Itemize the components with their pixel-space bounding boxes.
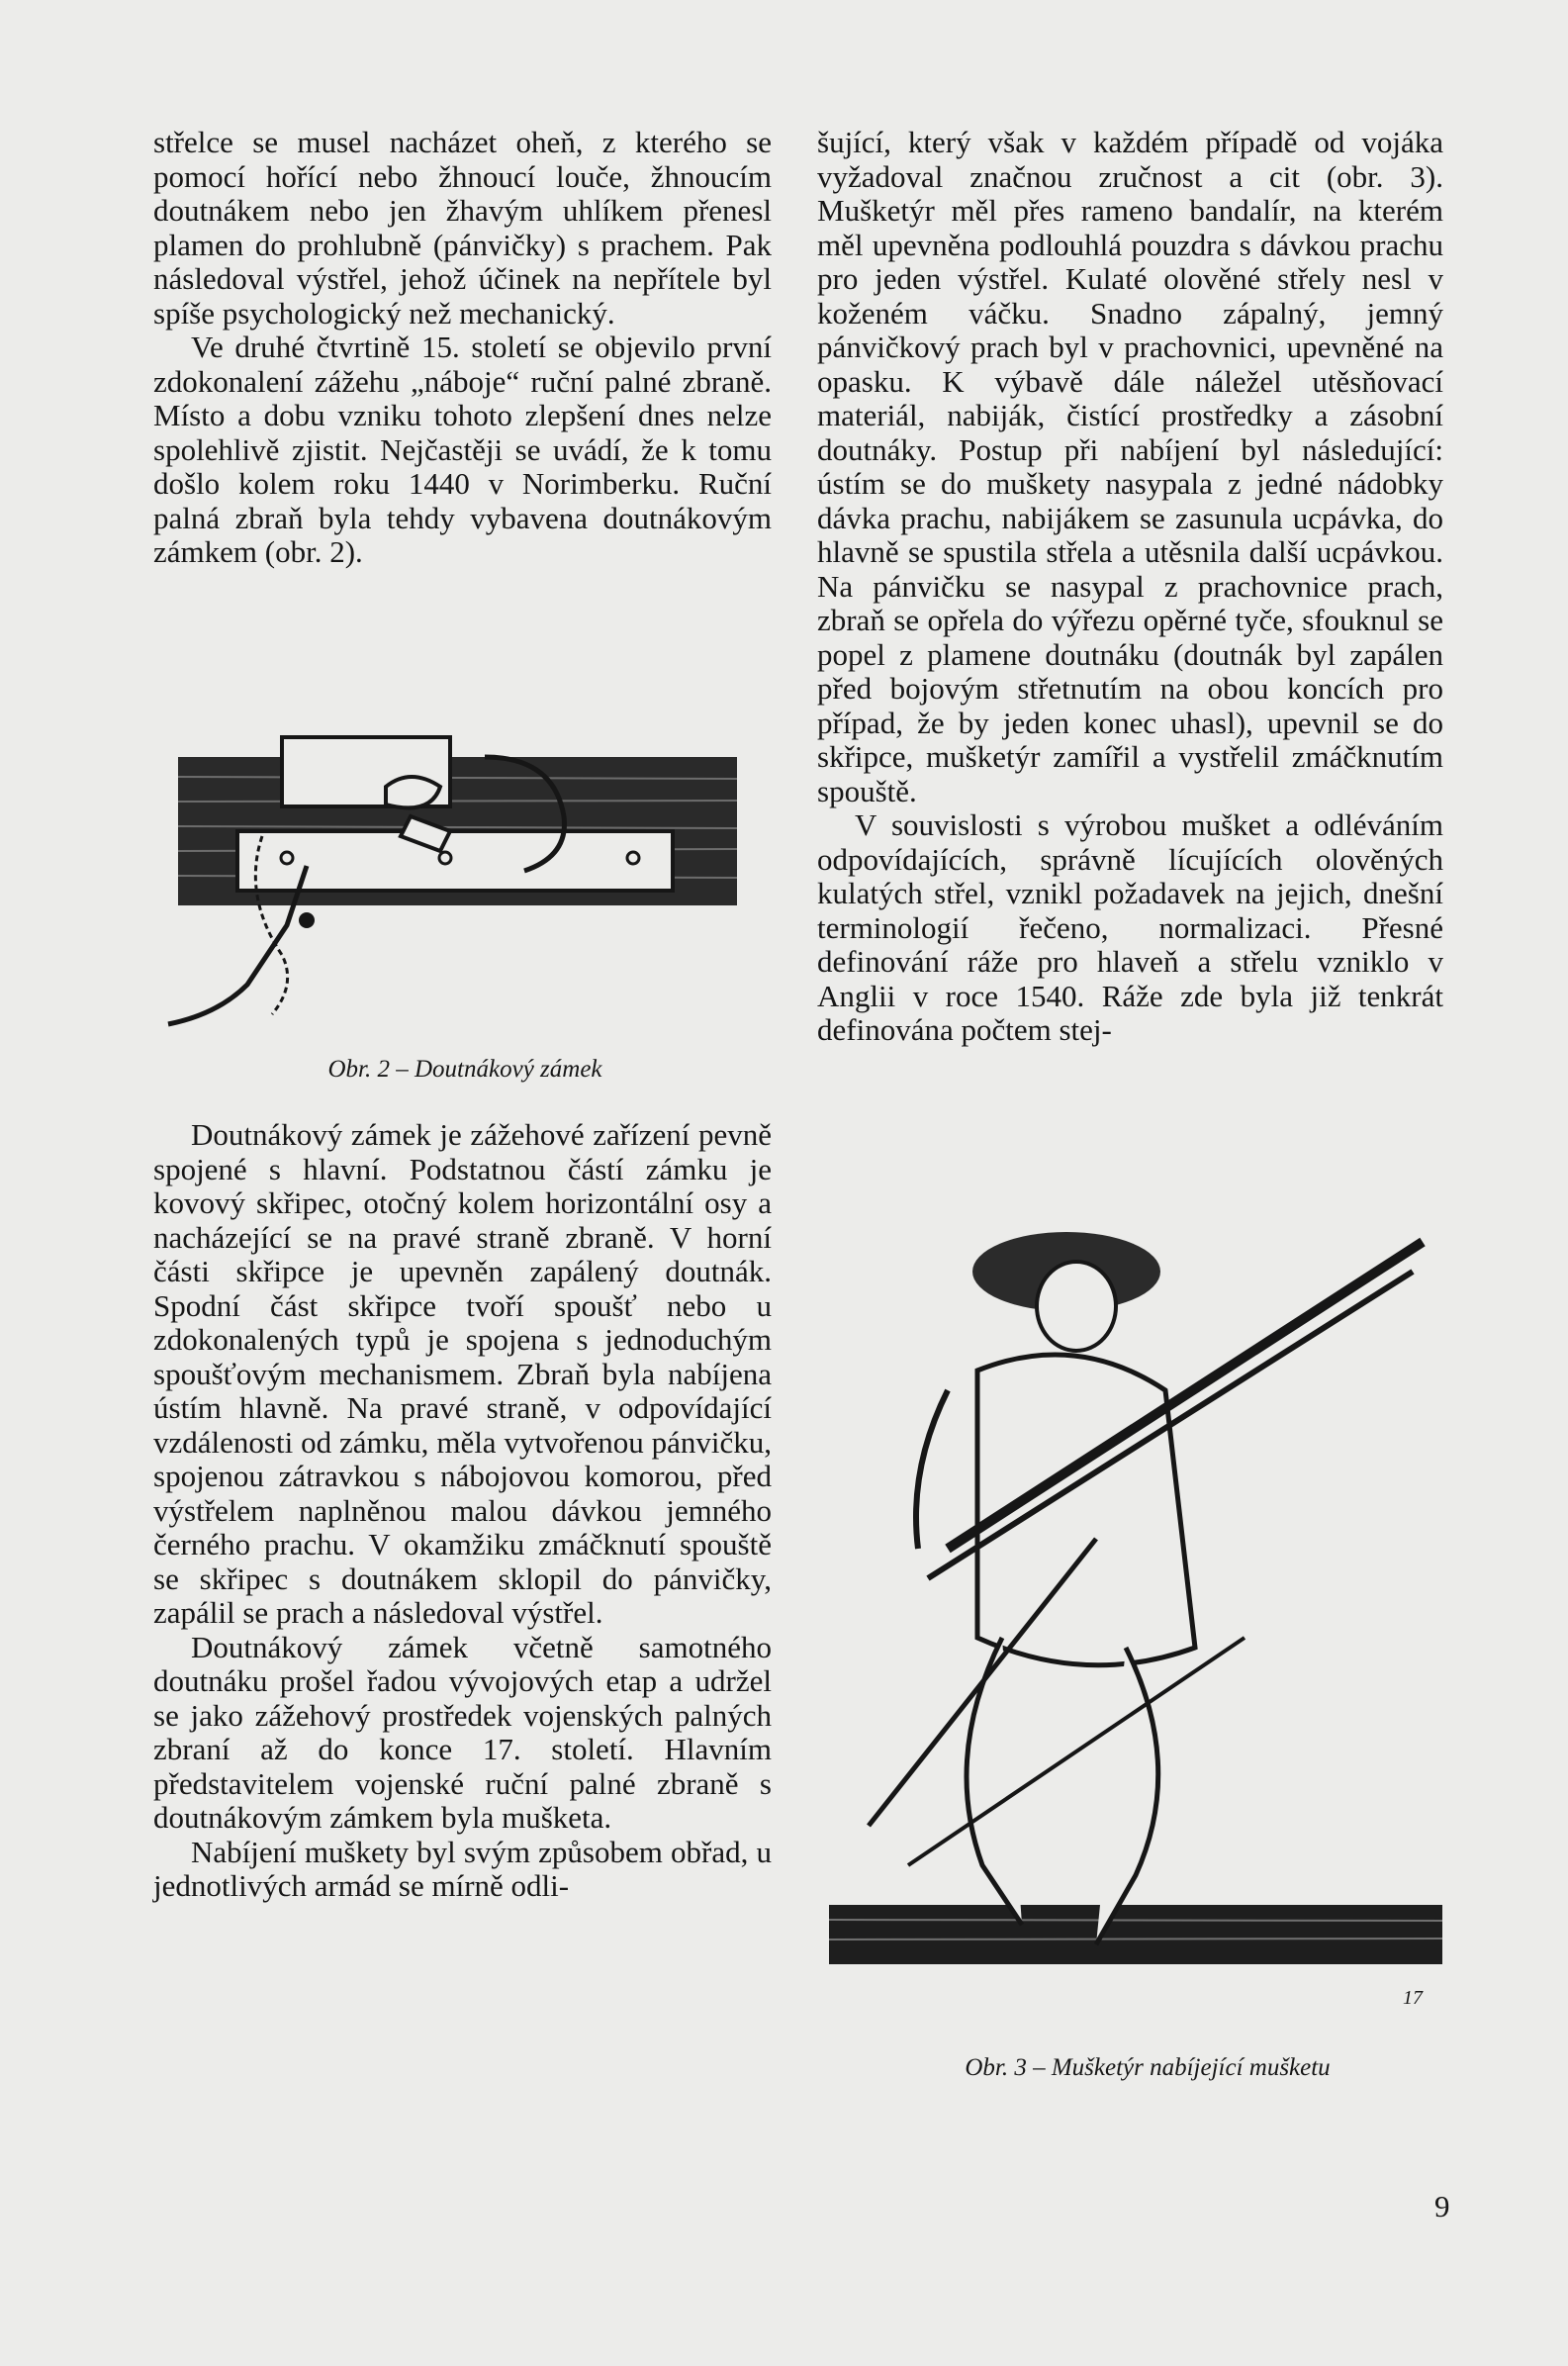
figure-musketeer-illustration xyxy=(829,1212,1442,2038)
right-column xyxy=(817,126,1443,1048)
figure-matchlock-illustration xyxy=(158,717,752,1034)
left-column xyxy=(153,126,772,570)
paragraph: Doutnákový zámek včetně samotného doutnáku prošel řadou vývojových etap a udržel se jako zážehový prostředek vojenských palných zbraní až do konce 17. století. Hlavním představitelem vojenské ruční palné zbraně s doutnákovým zámkem byla mušketa. xyxy=(153,1629,772,1835)
page-number: 9 xyxy=(1434,2189,1450,2224)
figure-signature: 17 xyxy=(1403,1987,1423,2009)
paragraph: V souvislosti s výrobou mušket a odléváním odpovídajících, správně lícujících olověných kulatých střel, vznikl požadavek na jejich, dnešní terminologií řečeno, normalizaci. Přesné definování ráže pro hlaveň a střelu vzniklo v Anglii v roce 1540. Ráže zde byla již tenkrát definována počtem stej- xyxy=(817,807,1443,1047)
figure-caption: Obr. 2 – Doutnákový zámek xyxy=(327,1056,602,1083)
paragraph: Ve druhé čtvrtině 15. století se objevilo první zdokonalení zážehu „náboje“ ruční palné zbraně. Místo a dobu vzniku tohoto zlepšení dnes nelze spolehlivě zjistit. Nejčastěji se uvádí, že k tomu došlo kolem roku 1440 v Norimberku. Ruční palná zbraň byla tehdy vybavena doutnákovým zámkem (obr. 2). xyxy=(153,330,772,569)
paragraph: Doutnákový zámek je zážehové zařízení pevně spojené s hlavní. Podstatnou částí zámku je kovový skřipec, otočný kolem horizontální osy a nacházející se na pravé straně zbraně. V horní části skřipce je upevněn zapálený doutnák. Spodní část skřipce tvoří spoušť nebo u zdokonalených typů je spojena s jednoduchým spoušťovým mechanismem. Zbraň byla nabíjena ústím hlavně. Na pravé straně, v odpovídající vzdálenosti od zámku, měla vytvořenou pánvičku, spojenou zátravkou s nábojovou komorou, před výstřelem naplněnou malou dávkou jemného černého prachu. V okamžiku zmáčknutí spouště se skřipec s doutnákem sklopil do pánvičky, zapálil se prach a následoval výstřel. xyxy=(153,1117,772,1630)
paragraph: šující, který však v každém případě od vojáka vyžadoval značnou zručnost a cit (obr. 3). Mušketýr měl přes rameno bandalír, na kterém měl upevněna podlouhlá pouzdra s dávkou prachu pro jeden výstřel. Kulaté olověné střely nesl v koženém váčku. Snadno zápalný, jemný pánvičkový prach byl v prachovnici, upevněné na opasku. K výbavě dále náležel utěsňovací materiál, nabiják, čistící prostředky a zásobní doutnáky. Postup při nabíjení byl následující: ústím se do muškety nasypala z jedné nádobky dávka prachu, nabijákem se zasunula ucpávka, do hlavně se spustila střela a utěsnila další ucpávkou. Na pánvičku se nasypal z prachovnice prach, zbraň se opřela do výřezu opěrné tyče, sfouknul se popel z plamene doutnáku (doutnák byl zapálen před bojovým střetnutím na obou koncích pro případ, že by jeden konec uhasl), upevnil se do skřipce, mušketýr zamířil a vystřelil zmáčknutím spouště. xyxy=(817,125,1443,808)
paragraph: střelce se musel nacházet oheň, z kterého se pomocí hořící nebo žhnoucí louče, žhnoucím doutnákem nebo jen žhavým uhlíkem přenesl plamen do prohlubně (pánvičky) s prachem. Pak následoval výstřel, jehož účinek na nepřítele byl spíše psychologický než mechanický. xyxy=(153,125,772,331)
left-column-lower xyxy=(153,1118,772,1904)
figure-caption: Obr. 3 – Mušketýr nabíjející mušketu xyxy=(965,2054,1331,2081)
paragraph: Nabíjení muškety byl svým způsobem obřad, u jednotlivých armád se mírně odli- xyxy=(153,1834,772,1903)
